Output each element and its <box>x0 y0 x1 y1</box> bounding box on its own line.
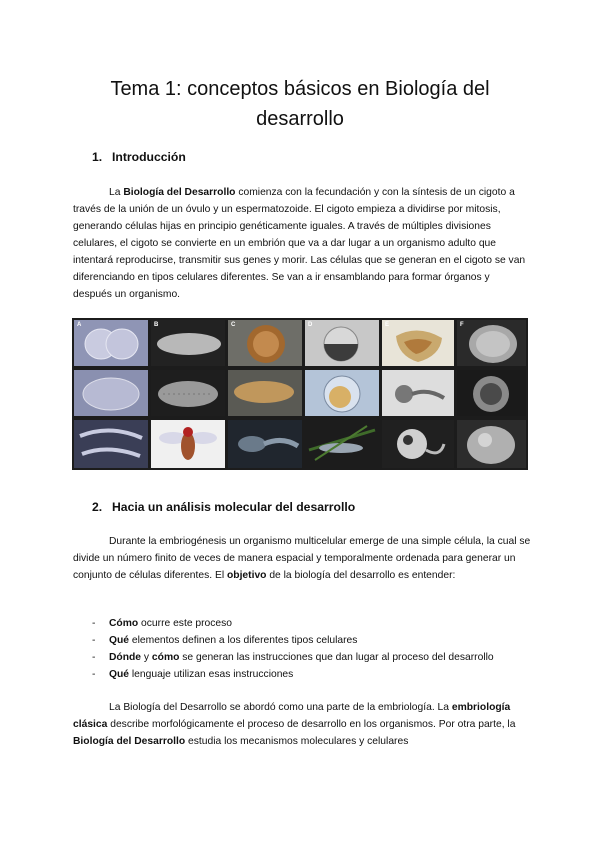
frog-tadpole-icon <box>228 420 302 468</box>
mouse-embryo-icon <box>457 420 526 468</box>
panel-a2-image <box>74 370 148 416</box>
panel-label: D <box>308 322 313 328</box>
molecular-paragraph <box>73 533 531 584</box>
panel-c2-image <box>228 370 302 416</box>
panel-label: B <box>154 322 159 328</box>
bullet-dash: - <box>92 652 96 663</box>
bullet-dash: - <box>92 669 96 680</box>
worm-embryo-icon <box>74 370 148 416</box>
bold-term: Dónde <box>109 652 142 663</box>
panel-f3-image <box>457 420 526 468</box>
blastoderm-icon <box>382 320 454 366</box>
chick-fetus-icon <box>382 420 454 468</box>
section-title: Introducción <box>112 150 186 164</box>
mouse-egg-icon <box>457 320 526 366</box>
two-cell-embryo-icon <box>74 320 148 366</box>
list-item <box>92 632 494 649</box>
panel-label: A <box>77 322 82 328</box>
bold-term: Cómo <box>109 618 139 629</box>
panel-label: F <box>460 322 464 328</box>
panel-e3-image <box>382 420 454 468</box>
curled-embryo-icon <box>457 370 526 416</box>
section-heading-introduccion <box>92 150 186 164</box>
panel-f-image <box>457 320 526 366</box>
page-title: Tema 1: conceptos básicos en Biología del desarrollo <box>110 78 490 130</box>
bullet-dash: - <box>92 635 96 646</box>
text-run: de la biología del desarrollo es entender: <box>266 570 456 581</box>
bold-term: embriología clásica <box>73 702 511 730</box>
text-run: lenguaje utilizan esas instrucciones <box>129 669 294 680</box>
tadpole-embryo-icon <box>228 370 302 416</box>
bold-term: cómo <box>151 652 180 663</box>
elongated-egg-icon <box>151 320 225 366</box>
list-item <box>92 649 494 666</box>
panel-b-image <box>151 320 225 366</box>
zebrafish-icon <box>305 420 379 468</box>
text-run: Durante la embriogénesis un organismo multicelular emerge de una simple célula, la cual se divide un número finito de veces de manera espacial y temporalmente ordenada para generar un conjunto de células diferentes. El <box>73 536 531 581</box>
panel-f2-image <box>457 370 526 416</box>
text-run: comienza con la fecundación y con la síntesis de un cigoto a través de la unión de un óvulo y un espermatozoide. El cigoto empieza a dividirse por mitosis, generando células hijas en principio genéticamente iguales. A través de múltiples divisiones celulares, el cigoto se convierte en un embrión que va a dar lugar a un organismo adulto que intentará reproducirse, transmitir sus genes y morir. Las células que se generan en el cigoto se van diferenciando en tipos celulares diferentes. Se van a ir ensamblando para formar órganos y después un organismo. <box>73 187 526 300</box>
section-number: 2. <box>92 500 103 514</box>
panel-d-image <box>305 320 379 366</box>
bold-term: Qué <box>109 635 130 646</box>
panel-c3-image <box>228 420 302 468</box>
panel-label: E <box>385 322 390 328</box>
text-run: y <box>141 652 152 663</box>
fruit-fly-icon <box>151 420 225 468</box>
panel-e2-image <box>382 370 454 416</box>
panel-a3-image <box>74 420 148 468</box>
section-title: Hacia un análisis molecular del desarrollo <box>112 500 356 514</box>
text-run: se generan las instrucciones que dan lugar al proceso del desarrollo <box>179 652 494 663</box>
panel-d2-image <box>305 370 379 416</box>
text-run: La <box>109 187 124 198</box>
panel-c-image <box>228 320 302 366</box>
bold-term: objetivo <box>226 570 267 581</box>
text-run: describe morfológicamente el proceso de desarrollo en los organismos. Por otra parte, la <box>107 719 516 730</box>
list-item <box>92 666 494 683</box>
bold-term: Biología del Desarrollo <box>123 187 236 198</box>
text-run: La Biología del Desarrollo se abordó como una parte de la embriología. La <box>109 702 452 713</box>
bold-term: Biología del Desarrollo <box>73 736 186 747</box>
questions-list <box>92 615 494 683</box>
section-heading-analisis <box>92 500 355 514</box>
embryo-figure <box>72 318 528 470</box>
round-embryo-icon <box>228 320 302 366</box>
embryology-paragraph <box>73 699 531 750</box>
text-run: ocurre este proceso <box>138 618 233 629</box>
panel-e-image <box>382 320 454 366</box>
chick-embryo-icon <box>382 370 454 416</box>
bold-term: Qué <box>109 669 130 680</box>
nematode-icon <box>74 420 148 468</box>
sphere-embryo-icon <box>305 320 379 366</box>
fish-embryo-icon <box>305 370 379 416</box>
text-run: elementos definen a los diferentes tipos celulares <box>129 635 358 646</box>
bullet-dash: - <box>92 618 96 629</box>
larva-icon <box>151 370 225 416</box>
panel-a-image <box>74 320 148 366</box>
intro-paragraph <box>73 184 531 303</box>
panel-label: C <box>231 322 236 328</box>
section-number: 1. <box>92 150 103 164</box>
panel-d3-image <box>305 420 379 468</box>
panel-b3-image <box>151 420 225 468</box>
panel-b2-image <box>151 370 225 416</box>
text-run: estudia los mecanismos moleculares y celulares <box>185 736 409 747</box>
list-item <box>92 615 494 632</box>
